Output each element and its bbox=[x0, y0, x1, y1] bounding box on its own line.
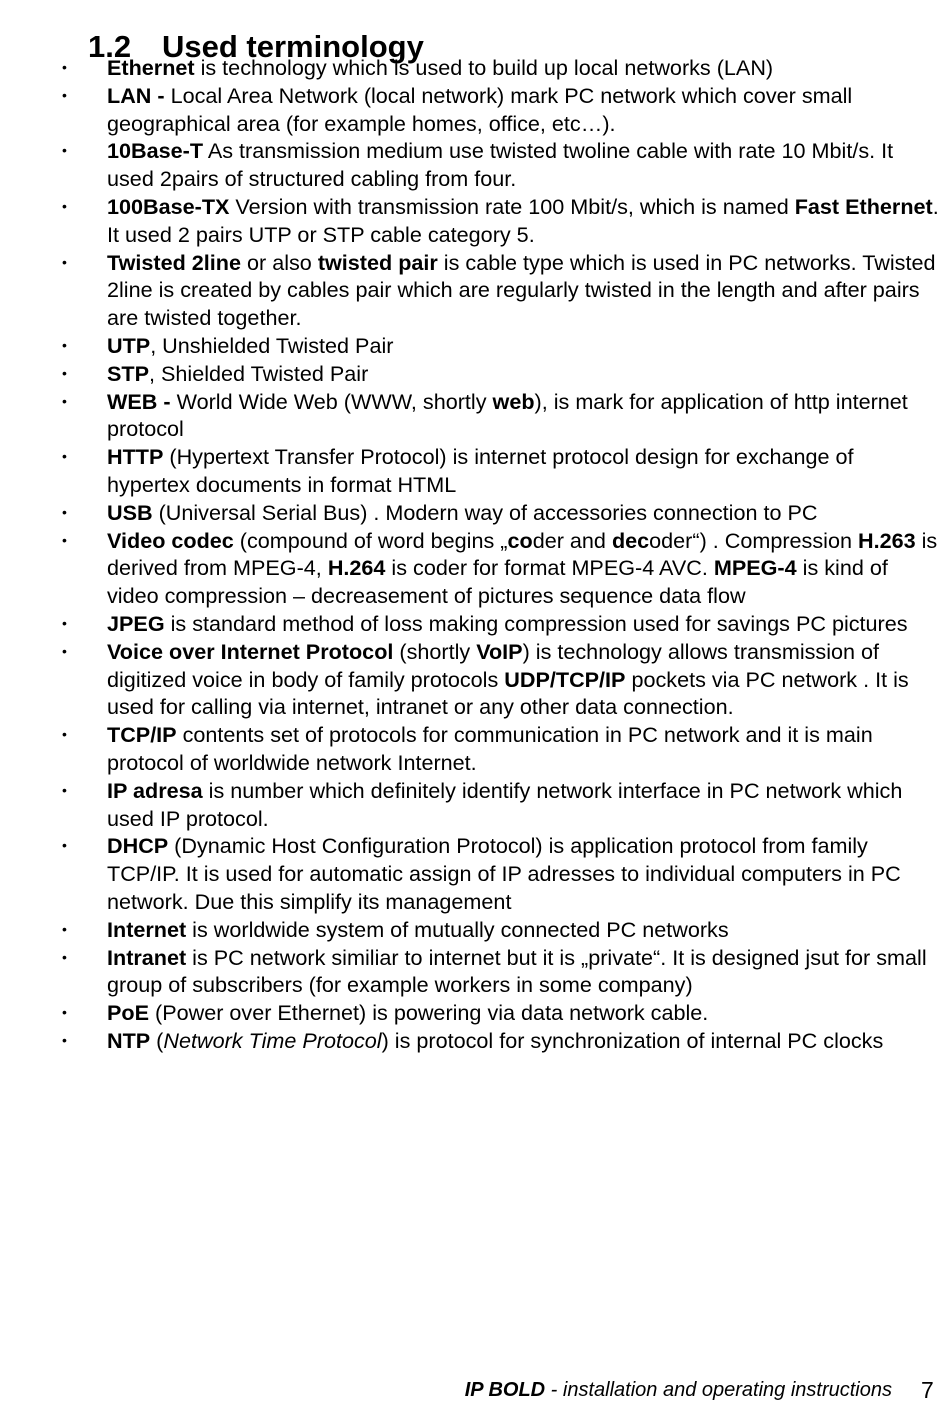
terminology-list bbox=[0, 54, 950, 1055]
term-description: Version with transmission rate 100 Mbit/s, which is named bbox=[229, 193, 795, 219]
term-10base-t bbox=[0, 137, 950, 193]
term-text bbox=[107, 444, 854, 497]
term-utp bbox=[0, 332, 950, 360]
term-keyword: VoIP bbox=[476, 638, 523, 664]
footer-caption: - installation and operating instructions bbox=[545, 1379, 892, 1401]
term-description: ), is mark for application of http internet protocol bbox=[107, 388, 908, 442]
term-text bbox=[107, 1000, 708, 1025]
term-keyword: PoE bbox=[107, 1000, 149, 1026]
term-ntp bbox=[0, 1027, 950, 1055]
term-description: oder“) . Compression bbox=[649, 527, 858, 553]
term-description: ) is protocol for synchronization of internal PC clocks bbox=[381, 1027, 884, 1053]
term-keyword: 100Base-TX bbox=[107, 193, 230, 219]
term-stp bbox=[0, 360, 950, 388]
page-footer bbox=[465, 1376, 892, 1404]
term-keyword: twisted pair bbox=[317, 249, 438, 275]
term-description: is PC network similiar to internet but it is „private“. It is designed jsut for small group of subscribers (for example workers in some company) bbox=[107, 944, 927, 998]
bullet-icon: • bbox=[62, 614, 67, 631]
bullet-icon: • bbox=[62, 920, 67, 937]
bullet-icon: • bbox=[62, 781, 67, 798]
term-description: is technology which is used to build up local networks (LAN) bbox=[194, 55, 774, 80]
term-video-codec bbox=[0, 527, 950, 610]
term-keyword: Ethernet bbox=[107, 55, 195, 80]
bullet-icon: • bbox=[62, 531, 67, 548]
term-keyword: H.264 bbox=[327, 555, 386, 581]
term-description: is coder for format MPEG-4 AVC. bbox=[385, 555, 714, 581]
term-text bbox=[107, 83, 852, 136]
term-keyword: Intranet bbox=[107, 944, 187, 970]
term-text bbox=[107, 639, 909, 720]
term-description: contents set of protocols for communication in PC network and it is main protocol of worldwide network Internet. bbox=[107, 722, 873, 775]
term-text bbox=[107, 917, 729, 942]
term-description: is standard method of loss making compression used for savings PC pictures bbox=[164, 610, 908, 636]
term-description: Local Area Network (local network) mark PC network which cover small geographical area (for example homes, office, etc…). bbox=[107, 82, 853, 136]
term-description: (Dynamic Host Configuration Protocol) is application protocol from family TCP/IP. It is used for automatic assign of IP adresses to individual computers in PC network. Due this simplify its management bbox=[107, 833, 901, 914]
bullet-icon: • bbox=[62, 59, 67, 75]
term-ip-adresa bbox=[0, 777, 950, 833]
term-intranet bbox=[0, 944, 950, 1000]
term-text bbox=[107, 138, 893, 191]
term-internet bbox=[0, 916, 950, 944]
term-web bbox=[0, 388, 950, 444]
term-text bbox=[107, 611, 908, 636]
term-keyword: TCP/IP bbox=[107, 722, 177, 748]
term-keyword: MPEG-4 bbox=[713, 555, 797, 581]
term-description: World Wide Web (WWW, shortly bbox=[176, 388, 493, 414]
term-description: is kind of video compression – decreasement of pictures sequence data flow bbox=[107, 555, 888, 609]
term-text bbox=[107, 778, 902, 831]
term-description: ) is technology allows transmission of digitized voice in body of family protocols bbox=[107, 638, 880, 692]
term-description: ( bbox=[150, 1027, 164, 1053]
term-keyword: UTP bbox=[107, 332, 151, 358]
term-text bbox=[107, 194, 939, 247]
term-text bbox=[107, 250, 936, 331]
term-description: is worldwide system of mutually connected PC networks bbox=[186, 916, 729, 942]
bullet-icon: • bbox=[62, 448, 67, 465]
term-description: , Shielded Twisted Pair bbox=[149, 360, 369, 386]
term-poe bbox=[0, 999, 950, 1027]
term-keyword: IP adresa bbox=[107, 777, 203, 803]
bullet-icon: • bbox=[62, 642, 67, 659]
term-description: der and bbox=[532, 527, 612, 553]
term-dhcp bbox=[0, 832, 950, 915]
term-keyword: HTTP bbox=[107, 444, 164, 470]
term-description: As transmission medium use twisted twoline cable with rate 10 Mbit/s. It used 2pairs of structured cabling from four. bbox=[107, 138, 894, 192]
term-description: (shortly bbox=[393, 638, 477, 664]
term-ethernet bbox=[0, 54, 950, 82]
term-description: (Universal Serial Bus) . Modern way of accessories connection to PC bbox=[152, 499, 818, 525]
footer-product-name: IP BOLD bbox=[464, 1379, 546, 1401]
term-keyword: Voice over Internet Protocol bbox=[107, 638, 394, 664]
bullet-icon: • bbox=[62, 1004, 67, 1021]
term-keyword: LAN - bbox=[107, 82, 171, 108]
bullet-icon: • bbox=[62, 142, 67, 159]
term-keyword: Internet bbox=[107, 916, 187, 942]
bullet-icon: • bbox=[62, 86, 67, 103]
term-text bbox=[107, 55, 773, 80]
term-text bbox=[107, 833, 901, 914]
term-keyword: Video codec bbox=[107, 527, 234, 553]
term-description: is cable type which is used in PC networks. Twisted 2line is created by cables pair which are regularly twisted in the length and after pairs are twisted together. bbox=[107, 249, 936, 331]
term-keyword: H.263 bbox=[857, 527, 916, 553]
bullet-icon: • bbox=[62, 948, 67, 965]
term-tcp-ip bbox=[0, 721, 950, 777]
term-text bbox=[107, 500, 817, 525]
term-description: (Hypertext Transfer Protocol) is internet protocol design for exchange of hypertex documents in format HTML bbox=[107, 444, 854, 497]
term-keyword: JPEG bbox=[107, 610, 165, 636]
term-keyword: STP bbox=[107, 360, 149, 386]
term-keyword: dec bbox=[611, 527, 650, 553]
term-text bbox=[107, 389, 908, 442]
term-text bbox=[107, 333, 393, 358]
term-text bbox=[107, 722, 873, 775]
term-lan bbox=[0, 82, 950, 138]
bullet-icon: • bbox=[62, 837, 67, 854]
term-description: is derived from MPEG-4, bbox=[107, 527, 938, 581]
term-voip bbox=[0, 638, 950, 721]
term-text bbox=[107, 945, 927, 998]
term-keyword: web bbox=[492, 388, 535, 414]
term-description: , Unshielded Twisted Pair bbox=[150, 332, 394, 358]
bullet-icon: • bbox=[62, 253, 67, 270]
term-keyword: DHCP bbox=[107, 833, 169, 859]
bullet-icon: • bbox=[62, 364, 67, 381]
term-keyword: Twisted 2line bbox=[107, 249, 241, 275]
term-description: (compound of word begins „ bbox=[233, 527, 508, 553]
term-usb bbox=[0, 499, 950, 527]
term-text bbox=[107, 528, 937, 609]
bullet-icon: • bbox=[62, 336, 67, 353]
term-keyword: UDP/TCP/IP bbox=[504, 666, 626, 692]
term-description: or also bbox=[241, 249, 318, 275]
term-description: . It used 2 pairs UTP or STP cable category 5. bbox=[107, 193, 939, 247]
bullet-icon: • bbox=[62, 726, 67, 743]
term-100base-tx bbox=[0, 193, 950, 249]
bullet-icon: • bbox=[62, 1031, 67, 1048]
term-description: (Power over Ethernet) is powering via data network cable. bbox=[149, 1000, 709, 1026]
section-title: Used terminology bbox=[162, 28, 424, 64]
bullet-icon: • bbox=[62, 197, 67, 214]
term-description: is number which definitely identify network interface in PC network which used IP protocol. bbox=[107, 777, 903, 831]
term-keyword: Fast Ethernet bbox=[794, 193, 933, 219]
term-keyword: 10Base-T bbox=[107, 138, 204, 164]
term-text bbox=[107, 361, 368, 386]
page-number: 7 bbox=[921, 1377, 934, 1403]
term-keyword: WEB - bbox=[107, 388, 177, 414]
term-text bbox=[107, 1028, 883, 1053]
term-twisted-2line bbox=[0, 249, 950, 332]
term-keyword: USB bbox=[107, 499, 153, 525]
section-number: 1.2 bbox=[88, 28, 132, 64]
bullet-icon: • bbox=[62, 392, 67, 409]
term-emphasis: Network Time Protocol bbox=[163, 1027, 382, 1053]
bullet-icon: • bbox=[62, 503, 67, 520]
term-description: pockets via PC network . It is used for calling via internet, intranet or any other data connection. bbox=[107, 666, 909, 720]
term-keyword: NTP bbox=[107, 1027, 151, 1053]
term-keyword: co bbox=[507, 527, 533, 553]
term-http bbox=[0, 443, 950, 499]
term-jpeg bbox=[0, 610, 950, 638]
